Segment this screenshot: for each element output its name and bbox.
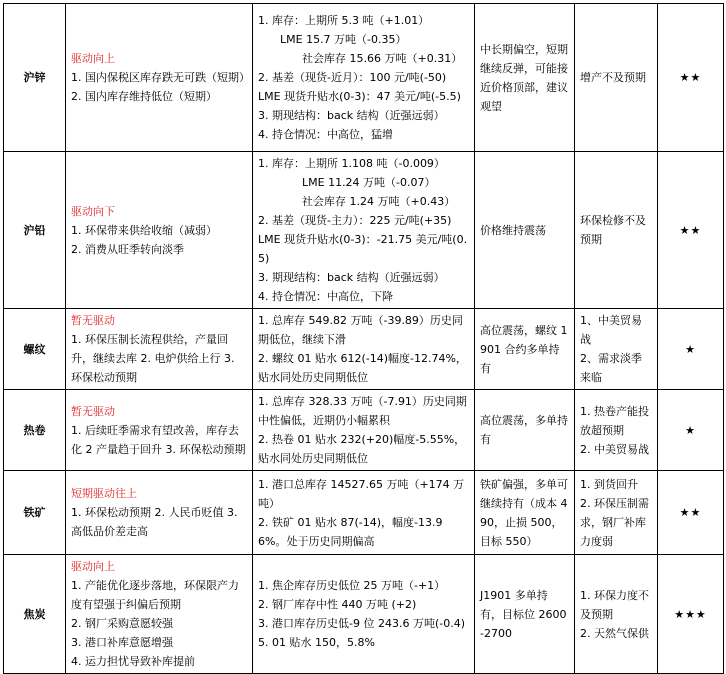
- risk-cell: 环保检修不及预期: [575, 152, 658, 309]
- fundamental-line: 2. 基差（现货-主力）：225 元/吨(+35): [258, 214, 452, 227]
- risk-cell: 1. 热卷产能投放超预期 2. 中美贸易战: [575, 390, 658, 471]
- drive-item: 1. 环保带来供给收缩（减弱）: [71, 223, 217, 237]
- view-cell: 高位震荡，多单持有: [475, 390, 575, 471]
- fundamental-line: 2. 铁矿 01 贴水 87(-14)，幅度-13.96%。处于历史同期偏高: [258, 515, 443, 548]
- fundamentals-cell: [253, 555, 475, 674]
- view-cell: 高位震荡，螺纹 1901 合约多单持有: [475, 309, 575, 390]
- drive-cell: [66, 471, 253, 555]
- fundamental-line: LME 11.24 万吨（-0.07）: [302, 176, 436, 189]
- drive-item: 3. 港口补库意愿增强: [71, 636, 173, 649]
- view-cell: 中长期偏空，短期继续反弹，可能接近价格顶部，建议观望: [475, 4, 575, 152]
- commodity-name: 铁矿: [4, 471, 66, 555]
- table-row: [4, 555, 724, 674]
- fundamentals-cell: [253, 4, 475, 152]
- fundamentals-cell: [253, 390, 475, 471]
- fundamental-line: 3. 期现结构：back 结构（近强远弱）: [258, 271, 445, 284]
- drive-item: 1. 产能优化逐步落地，环保限产力度有望强于纠偏后预期: [71, 579, 239, 611]
- fundamental-line: LME 现货升贴水(0-3)：47 美元/吨(-5.5): [258, 90, 461, 103]
- rating-stars: ★★: [658, 471, 724, 555]
- fundamental-line: 2. 热卷 01 贴水 232(+20)幅度-5.55%，贴水同处历史同期低位: [258, 433, 466, 465]
- drive-item: 1. 国内保税区库存跌无可跌（短期）: [71, 71, 250, 84]
- drive-cell: [66, 309, 253, 390]
- drive-title: 暂无驱动: [71, 404, 115, 418]
- commodity-name: 热卷: [4, 390, 66, 471]
- drive-item: 1. 环保压制长流程供给，产量回升，继续去库 2. 电炉供给上行 3. 环保松动预期: [71, 333, 238, 384]
- fundamental-line: LME 15.7 万吨（-0.35）: [280, 33, 407, 46]
- commodity-name: 沪铅: [4, 152, 66, 309]
- fundamental-line: 社会库存 15.66 万吨（+0.31）: [302, 52, 463, 65]
- fundamental-line: 5. 01 贴水 150，5.8%: [258, 636, 375, 649]
- drive-item: 2. 国内库存维持低位（短期）: [71, 90, 217, 103]
- rating-stars: ★★★: [658, 555, 724, 674]
- table-row: [4, 309, 724, 390]
- fundamental-line: 1. 库存：上期所 5.3 吨（+1.01）: [258, 14, 430, 27]
- fundamental-line: 1. 港口总库存 14527.65 万吨（+174 万吨）: [258, 477, 465, 510]
- rating-stars: ★★: [658, 152, 724, 309]
- fundamentals-cell: [253, 471, 475, 555]
- fundamental-line: 2. 钢厂库存中性 440 万吨 (+2): [258, 598, 417, 611]
- table-body: [4, 4, 724, 674]
- risk-cell: 1. 到货回升 2. 环保压制需求，钢厂补库力度弱: [575, 471, 658, 555]
- table-row: [4, 390, 724, 471]
- drive-title: 短期驱动往上: [71, 487, 137, 500]
- fundamental-line: 4. 持仓情况：中高位，猛增: [258, 128, 393, 141]
- risk-cell: 增产不及预期: [575, 4, 658, 152]
- rating-stars: ★: [658, 309, 724, 390]
- drive-cell: [66, 4, 253, 152]
- drive-item: 2. 消费从旺季转向淡季: [71, 242, 184, 256]
- view-cell: J1901 多单持有，目标位 2600-2700: [475, 555, 575, 674]
- drive-title: 暂无驱动: [71, 314, 115, 327]
- drive-title: 驱动向上: [71, 560, 115, 573]
- fundamental-line: 社会库存 1.24 万吨（+0.43）: [302, 195, 456, 208]
- commodity-name: 螺纹: [4, 309, 66, 390]
- drive-cell: [66, 152, 253, 309]
- fundamental-line: 1. 库存：上期所 1.108 吨（-0.009）: [258, 157, 445, 170]
- drive-item: 1. 后续旺季需求有望改善，库存去化 2 产量趋于回升 3. 环保松动预期: [71, 423, 246, 456]
- view-cell: 铁矿偏强，多单可继续持有（成本 490，止损 500，目标 550）: [475, 471, 575, 555]
- fundamental-line: 1. 总库存 549.82 万吨（-39.89）历史同期低位，继续下滑: [258, 314, 463, 346]
- fundamental-line: 1. 总库存 328.33 万吨（-7.91）历史同期中性偏低，近期仍小幅累积: [258, 395, 467, 427]
- drive-title: 驱动向上: [71, 52, 115, 65]
- fundamental-line: 3. 港口库存历史低-9 位 243.6 万吨(-0.4): [258, 617, 465, 630]
- drive-item: 2. 钢厂采购意愿较强: [71, 617, 173, 630]
- commodity-table: [3, 3, 724, 674]
- risk-cell: 1. 环保力度不及预期 2. 天然气保供: [575, 555, 658, 674]
- fundamental-line: 1. 焦企库存历史低位 25 万吨（-+1）: [258, 579, 446, 592]
- drive-item: 1. 环保松动预期 2. 人民币贬值 3. 高低品价差走高: [71, 506, 241, 538]
- commodity-name: 焦炭: [4, 555, 66, 674]
- table-row: [4, 471, 724, 555]
- fundamentals-cell: [253, 309, 475, 390]
- fundamental-line: LME 现货升贴水(0-3)：-21.75 美元/吨(0.5): [258, 233, 468, 265]
- view-cell: 价格维持震荡: [475, 152, 575, 309]
- drive-item: 4. 运力担忧导致补库提前: [71, 655, 195, 668]
- table-row: [4, 4, 724, 152]
- commodity-name: 沪锌: [4, 4, 66, 152]
- drive-cell: [66, 555, 253, 674]
- fundamental-line: 2. 螺纹 01 贴水 612(-14)幅度-12.74%，贴水同处历史同期低位: [258, 352, 467, 384]
- rating-stars: ★: [658, 390, 724, 471]
- risk-cell: 1、中美贸易战 2、需求淡季来临: [575, 309, 658, 390]
- fundamentals-cell: [253, 152, 475, 309]
- drive-cell: [66, 390, 253, 471]
- fundamental-line: 2. 基差（现货-近月）：100 元/吨(-50): [258, 71, 447, 84]
- table-row: [4, 152, 724, 309]
- fundamental-line: 3. 期现结构：back 结构（近强远弱）: [258, 109, 445, 122]
- fundamental-line: 4. 持仓情况：中高位，下降: [258, 290, 393, 303]
- drive-title: 驱动向下: [71, 204, 115, 218]
- rating-stars: ★★: [658, 4, 724, 152]
